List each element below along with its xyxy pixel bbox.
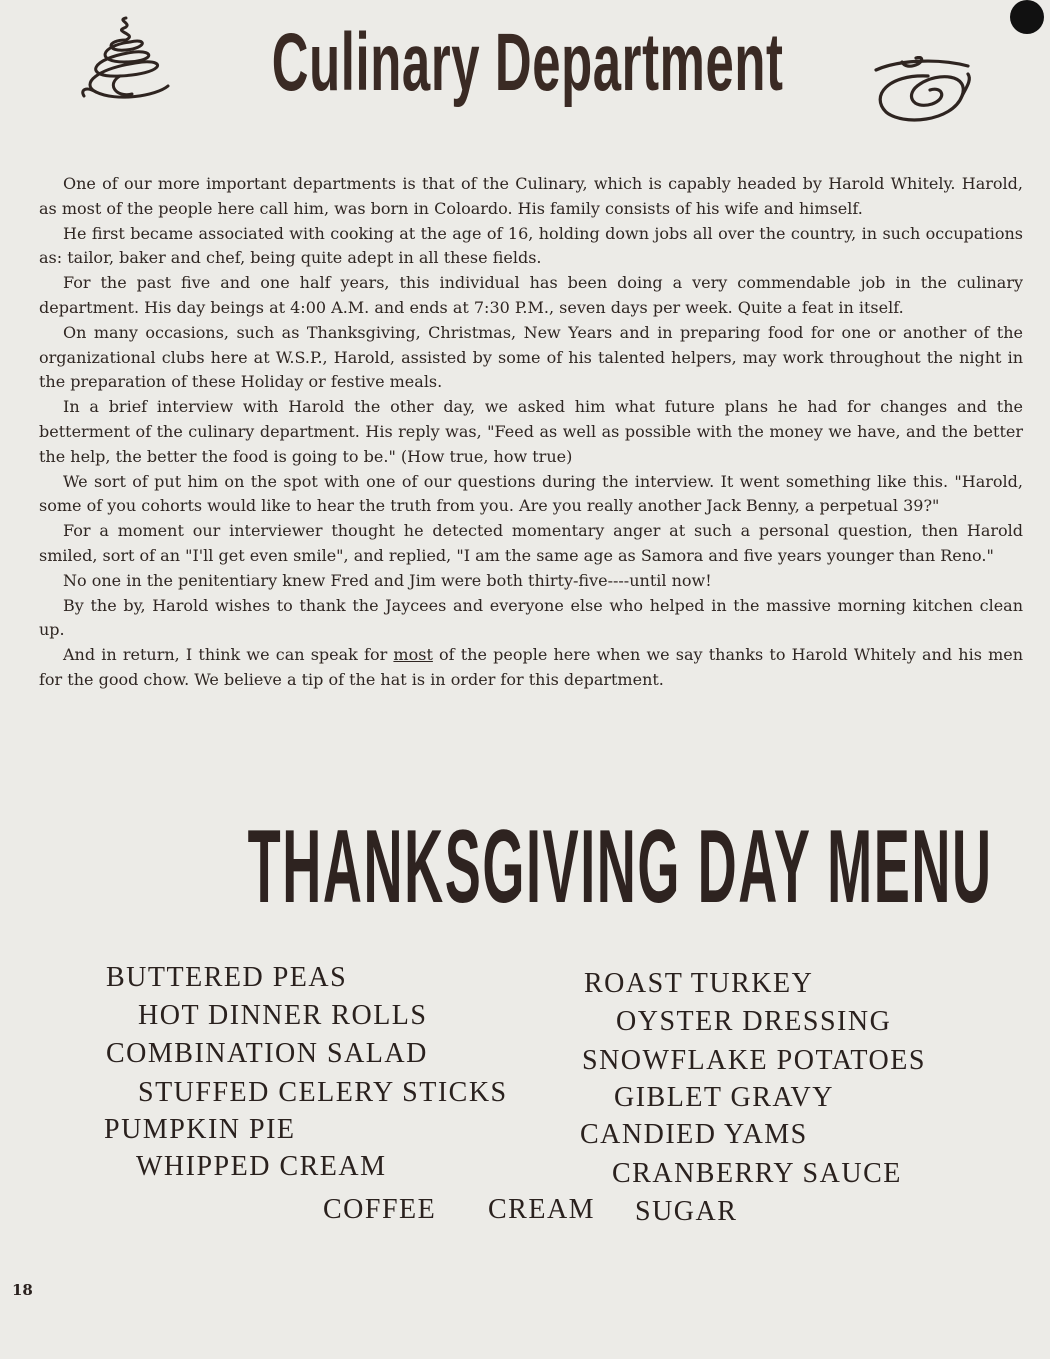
menu-item-pumpkin-pie: PUMPKIN PIE: [104, 1114, 296, 1145]
menu-item-buttered-peas: BUTTERED PEAS: [106, 962, 348, 993]
article-paragraph: By the by, Harold wishes to thank the Jaycees and everyone else who helped in the massive morning kitchen clean up.: [39, 595, 1023, 640]
closing-text-end: of the people here when we say thanks to Harold Whitely and his men for the good chow. We believe a tip of the hat is in order for this department.: [39, 645, 1024, 689]
menu-item-sugar: SUGAR: [635, 1196, 738, 1227]
article-paragraph: He first became associated with cooking at the age of 16, holding down jobs all over the country, in such occupations as: tailor, baker and chef, being quite adept in all these fields.: [39, 223, 1023, 268]
page-number: 18: [12, 1281, 33, 1299]
article-paragraph: For a moment our interviewer thought he detected momentary anger at such a personal question, then Harold smiled, sort of an "I'll get even smile", and replied, "I am the same age as Samora and five years younger than Reno.": [39, 521, 1023, 565]
article-paragraph: In a brief interview with Harold the other day, we asked him what future plans he had for changes and the betterment of the culinary department. His reply was, "Feed as well as possible with the money we have, and the better the help, the better the food is going to be." (How true, how true): [39, 397, 1023, 466]
menu-item-candied-yams: CANDIED YAMS: [580, 1119, 808, 1150]
article-paragraph: We sort of put him on the spot with one of our questions during the interview. It went something like this. "Harold, some of you cohorts would like to hear the truth from you. Are you really another Jack Benny, a perpetual 39?": [39, 471, 1023, 516]
punch-hole: [1010, 0, 1044, 34]
menu-item-oyster-dressing: OYSTER DRESSING: [616, 1006, 892, 1037]
article-closing-paragraph: [39, 643, 1023, 693]
page-title: Culinary Department: [271, 17, 784, 108]
article-paragraph: One of our more important departments is that of the Culinary, which is capably headed by Harold Whitely. Harold, as most of the people here call him, was born in Coloardo. His family consists of his wife and himself.: [39, 174, 1023, 218]
menu-item-hot-dinner-rolls: HOT DINNER ROLLS: [138, 1000, 428, 1031]
menu-item-giblet-gravy: GIBLET GRAVY: [614, 1082, 834, 1113]
menu-item-whipped-cream: WHIPPED CREAM: [136, 1151, 387, 1182]
closing-text-start: And in return, I think we can speak for: [63, 645, 394, 665]
article-paragraph: On many occasions, such as Thanksgiving, Christmas, New Years and in preparing food for one or another of the organizational clubs here at W.S.P., Harold, assisted by some of his talented helpers, may work throughout the night in the preparation of these Holiday or festive meals.: [39, 322, 1023, 392]
article-paragraph: For the past five and one half years, this individual has been doing a very commendable job in the culinary department. His day beings at 4:00 A.M. and ends at 7:30 P.M., seven days per week. Quite a feat in itself.: [39, 273, 1023, 317]
menu-title: THANKSGIVING DAY MENU: [247, 809, 993, 925]
article-body: [39, 172, 1023, 693]
menu-item-combination-salad: COMBINATION SALAD: [106, 1038, 428, 1069]
flourish-ornament-icon: [76, 14, 178, 106]
menu-item-roast-turkey: ROAST TURKEY: [584, 968, 814, 999]
closing-emphasis: most: [393, 645, 433, 665]
menu-item-snowflake-potatoes: SNOWFLAKE POTATOES: [582, 1045, 926, 1076]
menu-item-stuffed-celery-sticks: STUFFED CELERY STICKS: [138, 1077, 508, 1108]
menu-item-cranberry-sauce: CRANBERRY SAUCE: [612, 1158, 902, 1189]
swirl-ornament-icon: [868, 56, 974, 126]
menu-item-coffee: COFFEE: [323, 1194, 437, 1225]
menu-item-cream: CREAM: [488, 1194, 596, 1225]
article-paragraph: No one in the penitentiary knew Fred and Jim were both thirty-five----until now!: [63, 570, 712, 590]
